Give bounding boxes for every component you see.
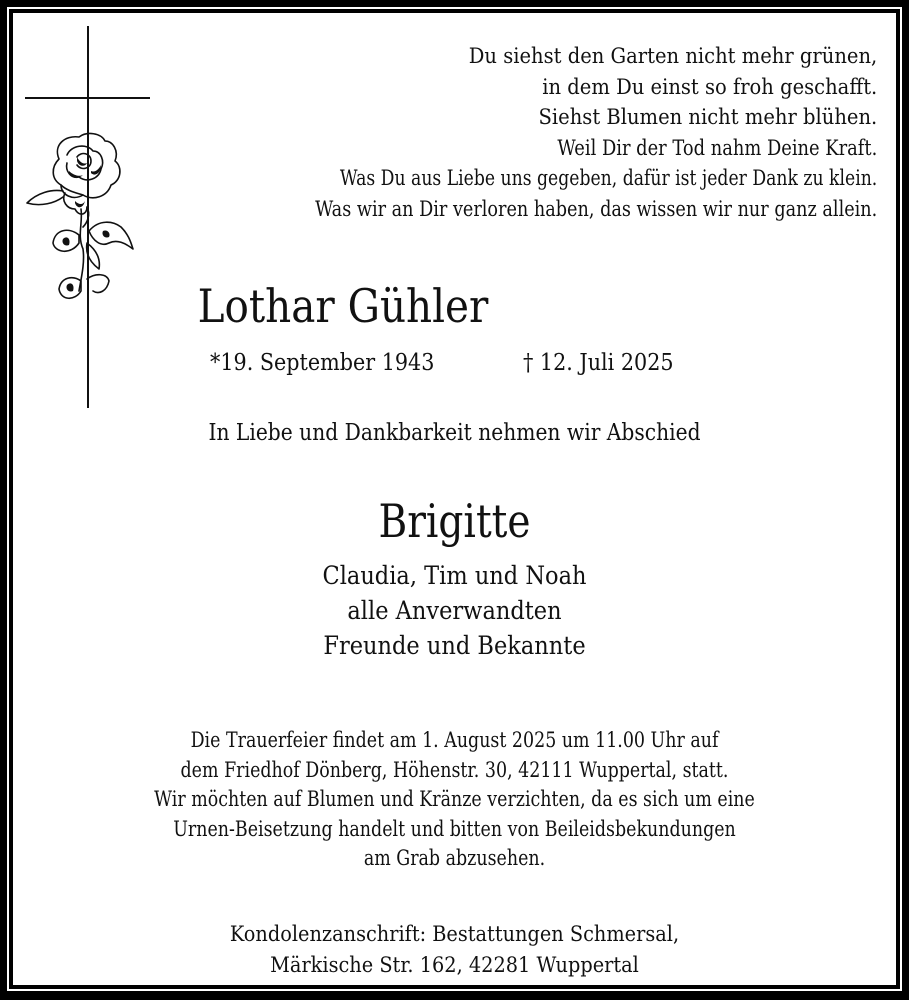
obituary-page: [13, 13, 896, 985]
funeral-notice: [13, 726, 896, 874]
condolence-address: [13, 919, 896, 981]
poem-line: Was Du aus Liebe uns gegeben, dafür ist jeder Dank zu klein.: [339, 166, 877, 190]
birth-date: *19. September 1943: [210, 350, 435, 376]
notice-line: Wir möchten auf Blumen und Kränze verzichten, da es sich um eine: [154, 787, 755, 811]
primary-mourner: Brigitte: [378, 494, 531, 548]
mourner-line: Freunde und Bekannte: [323, 631, 586, 660]
cross-icon-horizontal: [25, 97, 150, 99]
poem-line: Weil Dir der Tod nahm Deine Kraft.: [557, 135, 877, 160]
mourner-line: alle Anverwandten: [347, 596, 562, 625]
condolence-line: Märkische Str. 162, 42281 Wuppertal: [270, 953, 639, 977]
death-date: † 12. Juli 2025: [523, 350, 674, 376]
poem-line: Siehst Blumen nicht mehr blühen.: [538, 105, 877, 129]
deceased-name: Lothar Gühler: [197, 279, 489, 333]
poem-line: in dem Du einst so froh geschafft.: [541, 74, 877, 99]
mourner-line: Claudia, Tim und Noah: [322, 561, 587, 590]
notice-line: am Grab abzusehen.: [363, 846, 546, 870]
poem: [208, 41, 877, 224]
poem-line: Was wir an Dir verloren haben, das wissen wir nur ganz allein.: [314, 196, 877, 221]
condolence-line: Kondolenzanschrift: Bestattungen Schmersal,: [229, 922, 680, 946]
notice-line: dem Friedhof Dönberg, Höhenstr. 30, 42111 Wuppertal, statt.: [180, 757, 729, 782]
notice-line: Urnen-Beisetzung handelt und bitten von Beileidsbekundungen: [173, 816, 736, 841]
mourners-list: [13, 558, 896, 663]
farewell-text: In Liebe und Dankbarkeit nehmen wir Abschied: [208, 420, 701, 446]
notice-line: Die Trauerfeier findet am 1. August 2025 um 11.00 Uhr auf: [190, 728, 719, 752]
poem-line: Du siehst den Garten nicht mehr grünen,: [468, 44, 877, 68]
